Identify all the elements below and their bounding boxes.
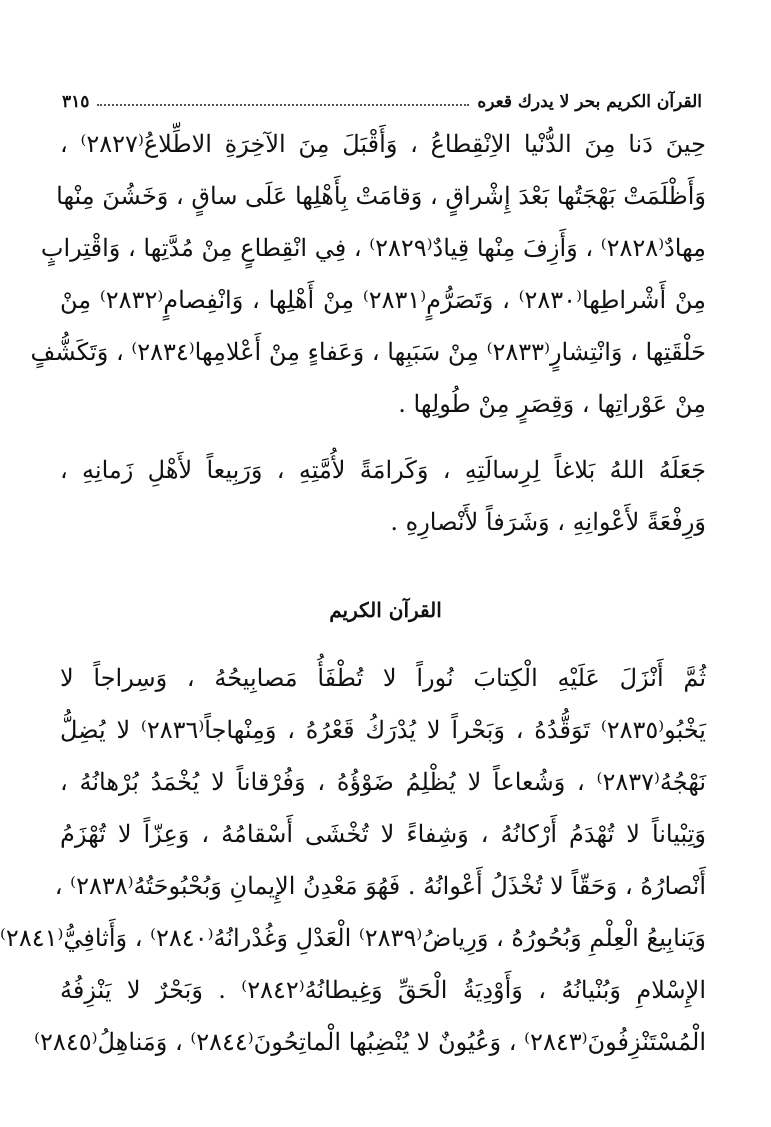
text-line: حِينَ دَنا مِنَ الدُّنْيا الاِنْقِطاعُ ، وَأَقْبَلَ مِنَ الآخِرَةِ الاطِّلاعُ⁽٢٨٢٧⁾ ، [60, 130, 706, 158]
text-line: يَخْبُو⁽٢٨٣٥⁾ تَوَقُّدُهُ ، وَبَحْراً لا يُدْرَكُ قَعْرُهُ ، وَمِنْهاجاً⁽٢٨٣٦⁾ لا يُضِلُّ [60, 716, 706, 744]
page-number: ٣١٥ [62, 92, 90, 112]
text-line: وَتِبْياناً لا تُهْدَمُ أَرْكانُهُ ، وَشِفاءً لا تُخْشَى أَسْقامُهُ ، وَعِزّاً لا تُهْزَمُ [60, 820, 706, 848]
text-line: الإِسْلامِ وَبُنْيانُهُ ، وَأَوْدِيَةُ الْحَقِّ وَغِيطانُهُ⁽٢٨٤٢⁾ . وَبَحْرٌ لا يَنْزِفُهُ [60, 976, 707, 1004]
paragraph-3 [0, 652, 707, 1068]
text-line: مِنْ أَشْراطِها⁽٢٨٣٠⁾ ، وَتَصَرُّمٍ⁽٢٨٣١⁾ مِنْ أَهْلِها ، وَانْفِصامٍ⁽٢٨٣٢⁾ مِنْ [60, 286, 706, 314]
text-line: جَعَلَهُ اللهُ بَلاغاً لِرِسالَتِهِ ، وَكَرامَةً لأُمَّتِهِ ، وَرَبِيعاً لأَهْلِ زَمانِهِ ، [60, 456, 706, 484]
text-line: الْمُسْتَنْزِفُونَ⁽٢٨٤٣⁾ ، وَعُيُونٌ لا يُنْضِبُها الْماتِحُونَ⁽٢٨٤٤⁾ ، وَمَناهِلُ⁽٢٨٤٥⁾ [34, 1028, 706, 1056]
text-line: مِنْ عَوْراتِها ، وَقِصَرٍ مِنْ طُولِها . [398, 390, 706, 418]
text-line: مِهادٌ⁽٢٨٢٨⁾ ، وَأَزِفَ مِنْها قِيادٌ⁽٢٨٢٩⁾ ، فِي انْقِطاعٍ مِنْ مُدَّتِها ، وَاقْتِرابٍ [40, 234, 706, 262]
text-line: أَنْصارُهُ ، وَحَقّاً لا تُخْذَلُ أَعْوانُهُ . فَهُوَ مَعْدِنُ الإِيمانِ وَبُحْبُوحَتُهُ⁽٢٨٣٨⁾ ، [54, 872, 706, 900]
text-line: وَأَظْلَمَتْ بَهْجَتُها بَعْدَ إِشْراقٍ ، وَقامَتْ بِأَهْلِها عَلَى ساقٍ ، وَخَشُنَ مِنْها [56, 182, 706, 210]
running-head-title: القرآن الكريم بحر لا يدرك قعره [477, 92, 702, 112]
paragraph-2 [60, 444, 706, 548]
text-line: ثُمَّ أَنْزَلَ عَلَيْهِ الْكِتابَ نُوراً لا تُطْفَأُ مَصابِيحُهُ ، وَسِراجاً لا [60, 664, 706, 692]
running-header [62, 82, 702, 112]
text-line: وَيَنابِيعُ الْعِلْمِ وَبُحُورُهُ ، وَرِياضُ⁽٢٨٣٩⁾ الْعَدْلِ وَغُدْرانُهُ⁽٢٨٤٠⁾ ، وَأَثافِيُّ⁽٢٨٤١⁾ [0, 924, 706, 952]
section-heading: القرآن الكريم [329, 598, 442, 622]
text-line: نَهْجُهُ⁽٢٨٣٧⁾ ، وَشُعاعاً لا يُظْلِمُ ضَوْؤُهُ ، وَفُرْقاناً لا يُخْمَدُ بُرْهانُهُ ، [60, 768, 706, 796]
paragraph-1 [30, 118, 706, 430]
text-line: حَلْقَتِها ، وَانْتِشارٍ⁽٢٨٣٣⁾ مِنْ سَبَبِها ، وَعَفاءٍ مِنْ أَعْلامِها⁽٢٨٣٤⁾ ، وَتَكَشُّفٍ [30, 338, 706, 366]
text-line: وَرِفْعَةً لأَعْوانِهِ ، وَشَرَفاً لأَنْصارِهِ . [390, 508, 706, 536]
dotted-leader [97, 104, 469, 106]
